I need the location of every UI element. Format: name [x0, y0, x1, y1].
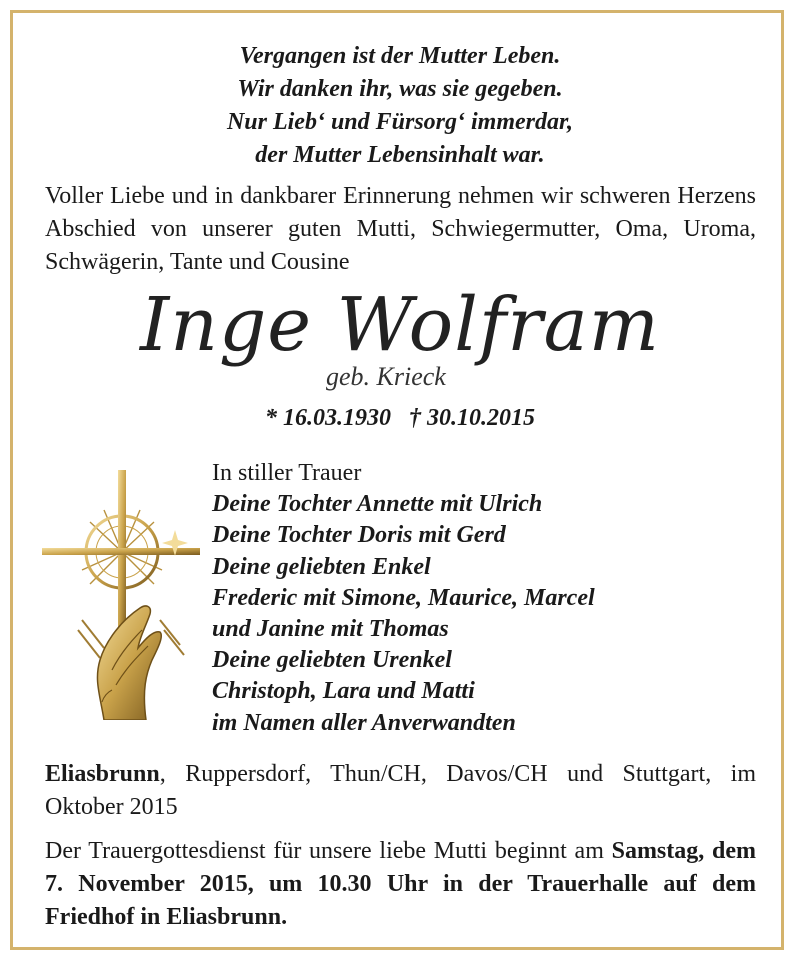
mourner-line: Deine Tochter Doris mit Gerd [212, 522, 506, 549]
poem-line: Vergangen ist der Mutter Leben. [239, 43, 561, 69]
birth-date: * 16.03.1930 [265, 405, 391, 431]
mourner-line: Deine geliebten Enkel [212, 553, 431, 580]
poem [0, 40, 800, 172]
service-prefix: Der Trauergottesdienst für unsere liebe Mutti beginnt am [45, 838, 612, 864]
poem-line: Wir danken ihr, was sie gegeben. [237, 76, 563, 102]
place-town: Eliasbrunn [45, 761, 160, 787]
funeral-service-notice [45, 835, 756, 934]
death-date: † 30.10.2015 [409, 405, 535, 431]
poem-line: Nur Lieb‘ und Fürsorg‘ immerdar, [226, 109, 574, 135]
cross-icon [42, 470, 200, 720]
maiden-name: geb. Krieck [326, 362, 446, 391]
deceased-name: Inge Wolfram [140, 282, 660, 368]
mourner-line: Deine geliebten Urenkel [212, 647, 452, 674]
mourners-heading: In stiller Trauer [212, 460, 362, 486]
place-rest: , Ruppersdorf, Thun/CH, Davos/CH und Stuttgart, im Oktober 2015 [45, 761, 756, 820]
mourners-list [212, 458, 595, 739]
poem-line: der Mutter Lebensinhalt war. [255, 142, 545, 168]
mourner-line: Christoph, Lara und Matti [212, 678, 475, 705]
mourner-line: Deine Tochter Annette mit Ulrich [212, 491, 543, 518]
service-details: Samstag, dem 7. November 2015, um 10.30 Uhr in der Trauerhalle auf dem Friedhof in Eliasbrunn. [45, 838, 756, 930]
mourner-line: im Namen aller Anverwandten [212, 709, 516, 736]
place-and-date [45, 758, 756, 824]
mourner-line: Frederic mit Simone, Maurice, Marcel [212, 584, 595, 611]
intro-text: Voller Liebe und in dankbarer Erinnerung nehmen wir schweren Herzens Abschied von unserer guten Mutti, Schwiegermutter, Oma, Uroma, Schwägerin, Tante und Cousine [45, 183, 756, 275]
life-dates [0, 403, 800, 433]
praying-hands-icon [97, 606, 161, 720]
mourner-line: und Janine mit Thomas [212, 616, 449, 643]
